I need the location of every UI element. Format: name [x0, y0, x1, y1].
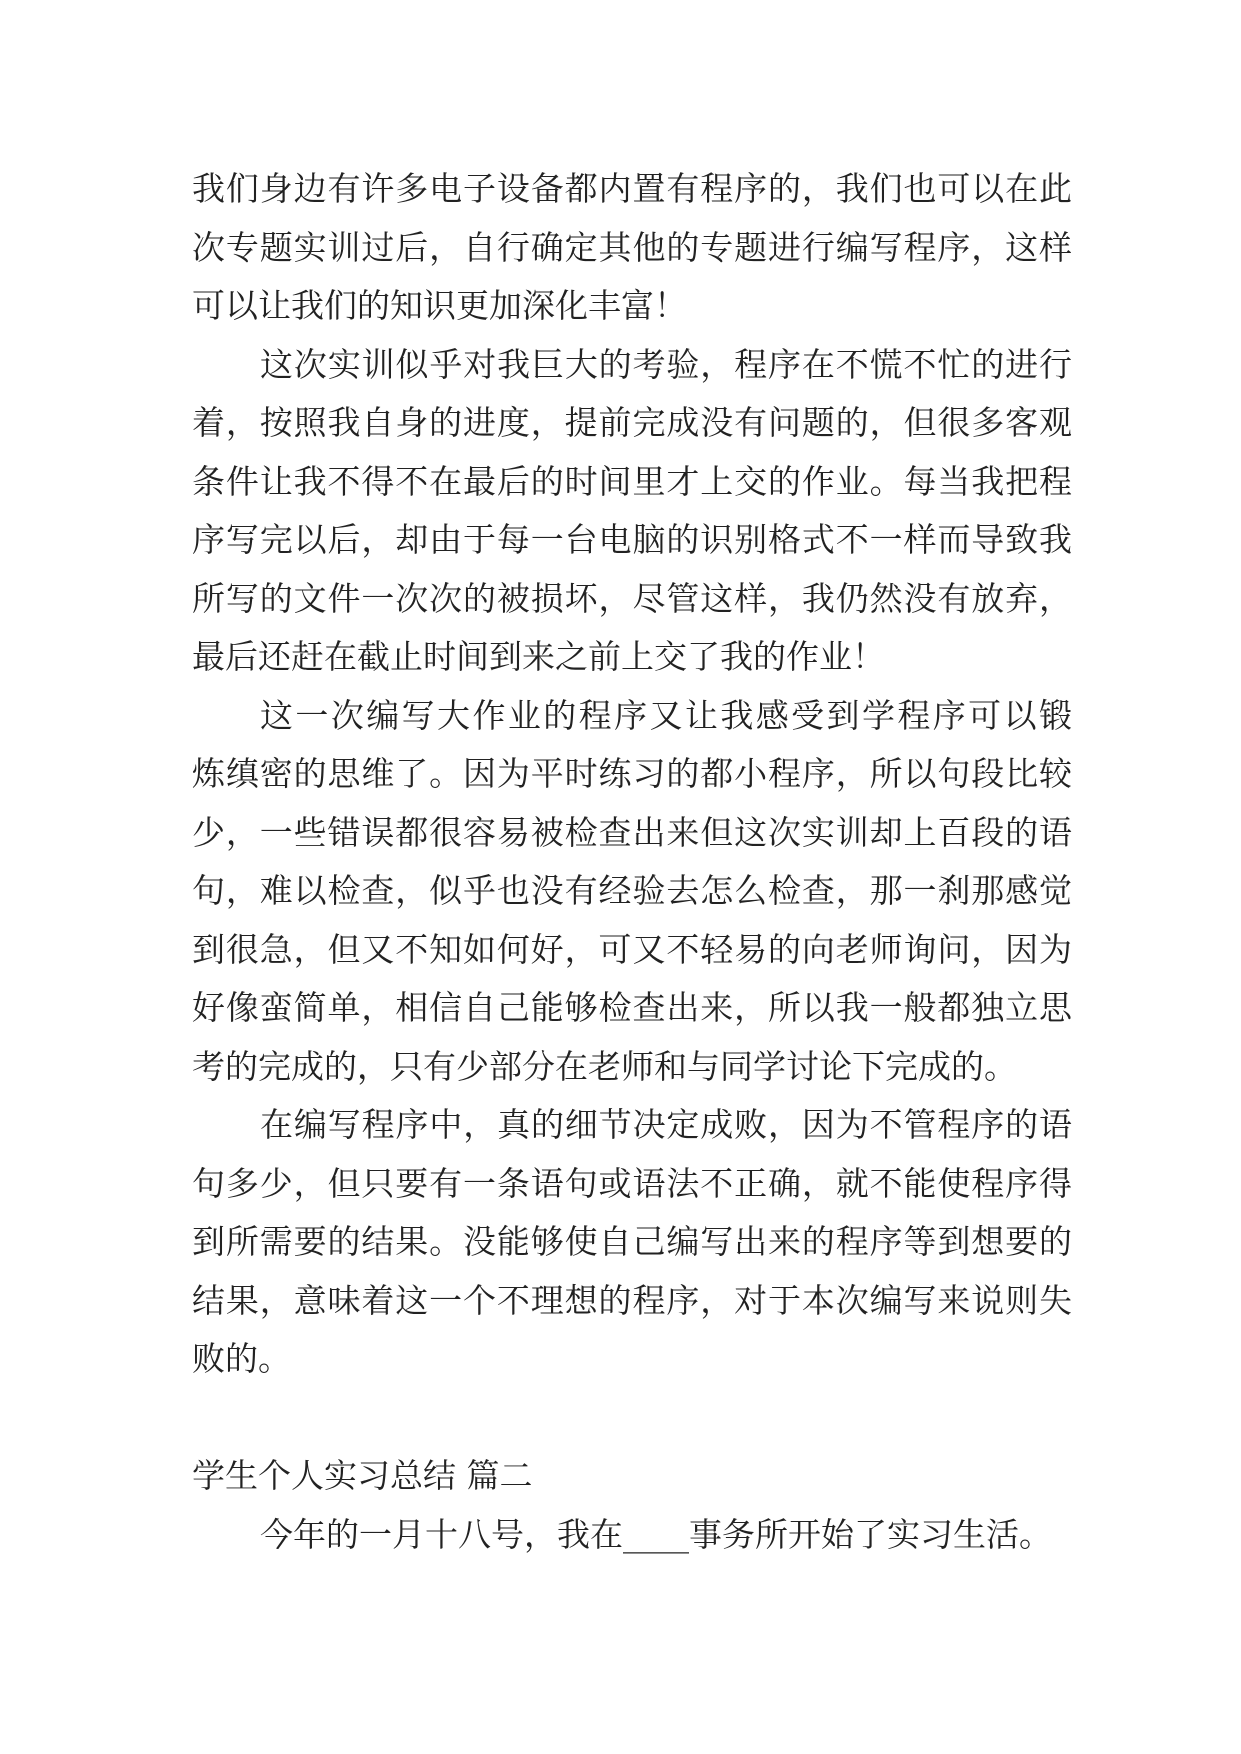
text-line: 今年的一月十八号，我在____事务所开始了实习生活。	[260, 1514, 1052, 1554]
text-line: 条件让我不得不在最后的时间里才上交的作业。每当我把程	[192, 461, 1072, 501]
paragraph	[192, 336, 1072, 687]
text-line: 炼缜密的思维了。因为平时练习的都小程序，所以句段比较	[192, 754, 1072, 793]
text-line: 次专题实训过后，自行确定其他的专题进行编写程序，这样	[192, 227, 1072, 267]
text-line: 序写完以后，却由于每一台电脑的识别格式不一样而导致我	[192, 520, 1072, 559]
text-line: 可以让我们的知识更加深化丰富！	[192, 286, 687, 325]
text-line: 我们身边有许多电子设备都内置有程序的，我们也可以在此	[192, 169, 1072, 208]
text-line: 这一次编写大作业的程序又让我感受到学程序可以锻	[260, 695, 1072, 735]
paragraph	[192, 1506, 1072, 1565]
blank-line	[192, 1389, 1072, 1448]
text-line: 考的完成的，只有少部分在老师和与同学讨论下完成的。	[192, 1046, 1017, 1086]
text-line: 在编写程序中，真的细节决定成败，因为不管程序的语	[260, 1105, 1072, 1144]
text-line: 到所需要的结果。没能够使自己编写出来的程序等到想要的	[192, 1222, 1072, 1261]
text-line: 句多少，但只要有一条语句或语法不正确，就不能使程序得	[192, 1163, 1072, 1203]
text-line: 着，按照我自身的进度，提前完成没有问题的，但很多客观	[192, 403, 1072, 442]
text-line: 这次实训似乎对我巨大的考验，程序在不慌不忙的进行	[260, 344, 1072, 384]
paragraph	[192, 1096, 1072, 1389]
text-line: 少，一些错误都很容易被检查出来但这次实训却上百段的语	[192, 812, 1072, 852]
text-line: 结果，意味着这一个不理想的程序，对于本次编写来说则失	[192, 1280, 1072, 1320]
paragraph	[192, 687, 1072, 1097]
text-line: 好像蛮简单，相信自己能够检查出来，所以我一般都独立思	[192, 988, 1072, 1027]
text-line: 最后还赶在截止时间到来之前上交了我的作业！	[192, 637, 885, 676]
text-line: 败的。	[192, 1339, 291, 1378]
section-heading: 学生个人实习总结 篇二	[192, 1456, 533, 1495]
paragraph-continued	[192, 160, 1072, 336]
text-line: 句，难以检查，似乎也没有经验去怎么检查，那一刹那感觉	[192, 871, 1072, 910]
document-page	[192, 160, 1072, 1564]
text-line: 所写的文件一次次的被损坏，尽管这样，我仍然没有放弃，	[192, 578, 1072, 618]
text-line: 到很急，但又不知如何好，可又不轻易的向老师询问，因为	[192, 929, 1072, 969]
